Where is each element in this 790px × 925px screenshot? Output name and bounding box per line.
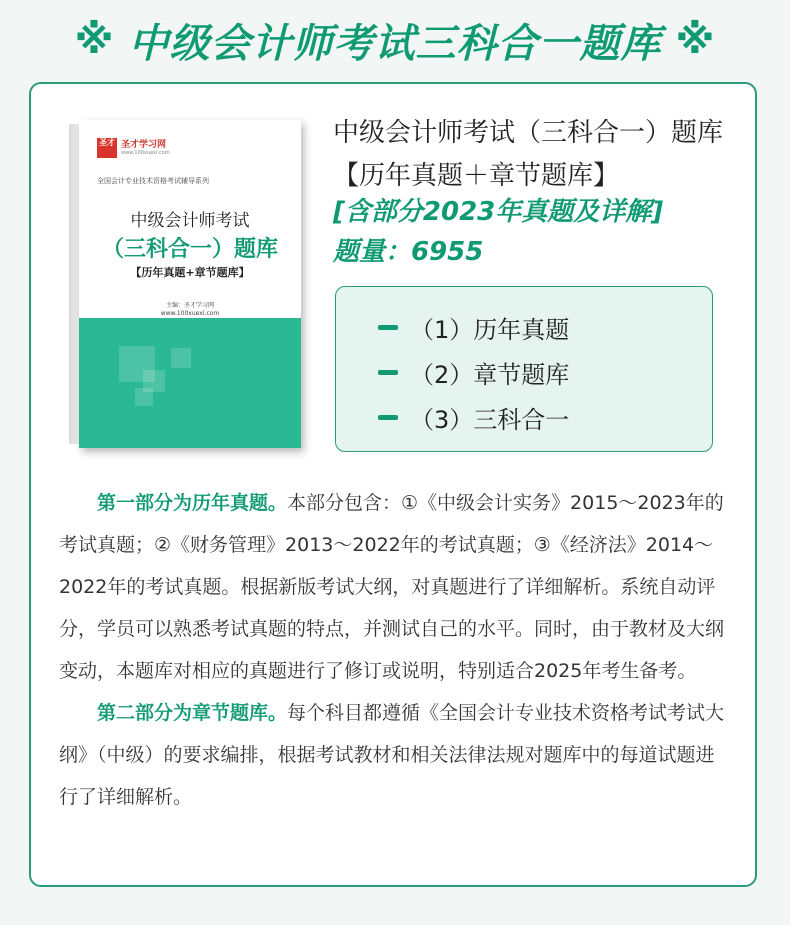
section-item [378, 350, 712, 395]
cover-title-line3: 【历年真题+章节题库】 [130, 266, 250, 279]
page-title: 中级会计师考试三科合一题库 [128, 20, 662, 67]
publisher-brand [97, 138, 170, 158]
reference-mark-left: ※ [74, 17, 115, 63]
dash-icon [378, 370, 398, 375]
cover-editor-name: 主编：圣才学习网 [165, 302, 214, 309]
product-highlight: [含部分2023年真题及详解] [333, 197, 664, 227]
paragraph-2-text: 每个科目都遵循《全国会计专业技术资格考试考试大纲》（中级）的要求编排，根据考试教材和相关法律法规对题库中的每道试题进行了详细解析。 [59, 702, 725, 808]
book-cover-image [69, 120, 301, 448]
publisher-url: www.100xuexi.com [121, 149, 170, 156]
product-title: 中级会计师考试（三科合一）题库【历年真题＋章节题库】 [333, 118, 724, 191]
cover-editor [79, 302, 301, 318]
paragraph-2-lead: 第二部分为章节题库。 [97, 702, 288, 724]
section-item [378, 395, 712, 440]
paragraph-2 [59, 692, 731, 818]
cover-title-line2: （三科合一）题库 [101, 236, 278, 262]
description [59, 482, 731, 818]
cover-green-band [79, 318, 301, 448]
dash-icon [378, 325, 398, 330]
paragraph-1-lead: 第一部分为历年真题。 [97, 492, 288, 514]
product-card [29, 82, 757, 887]
cover-editor-url: www.100xuexi.com [160, 310, 220, 317]
section-label: （3）三科合一 [410, 406, 570, 434]
reference-mark-right: ※ [675, 17, 716, 63]
cover-title-line1: 中级会计师考试 [130, 211, 250, 231]
publisher-logo: 圣才 [97, 138, 117, 158]
dash-icon [378, 415, 398, 420]
paragraph-1 [59, 482, 731, 692]
cover-series: 全国会计专业技术资格考试辅导系列 [97, 177, 209, 185]
section-item [378, 305, 712, 350]
page-header [0, 0, 790, 80]
section-label: （2）章节题库 [410, 361, 570, 389]
section-label: （1）历年真题 [410, 316, 570, 344]
publisher-name: 圣才学习网 [121, 139, 167, 150]
book-front-cover [79, 120, 301, 448]
sections-box [335, 286, 713, 452]
question-count: 题量：6955 [333, 237, 484, 267]
paragraph-1-text: 本部分包含：①《中级会计实务》2015～2023年的考试真题；②《财务管理》2013～2022年的考试真题；③《经济法》2014～2022年的考试真题。根据新版考试大纲，对真题进行了详细解析。系统自动评分，学员可以熟悉考试真题的特点，并测试自己的水平。同时，由于教材及大纲变动，本题库对相应的真题进行了修订或说明，特别适合2025年考生备考。 [59, 492, 725, 682]
